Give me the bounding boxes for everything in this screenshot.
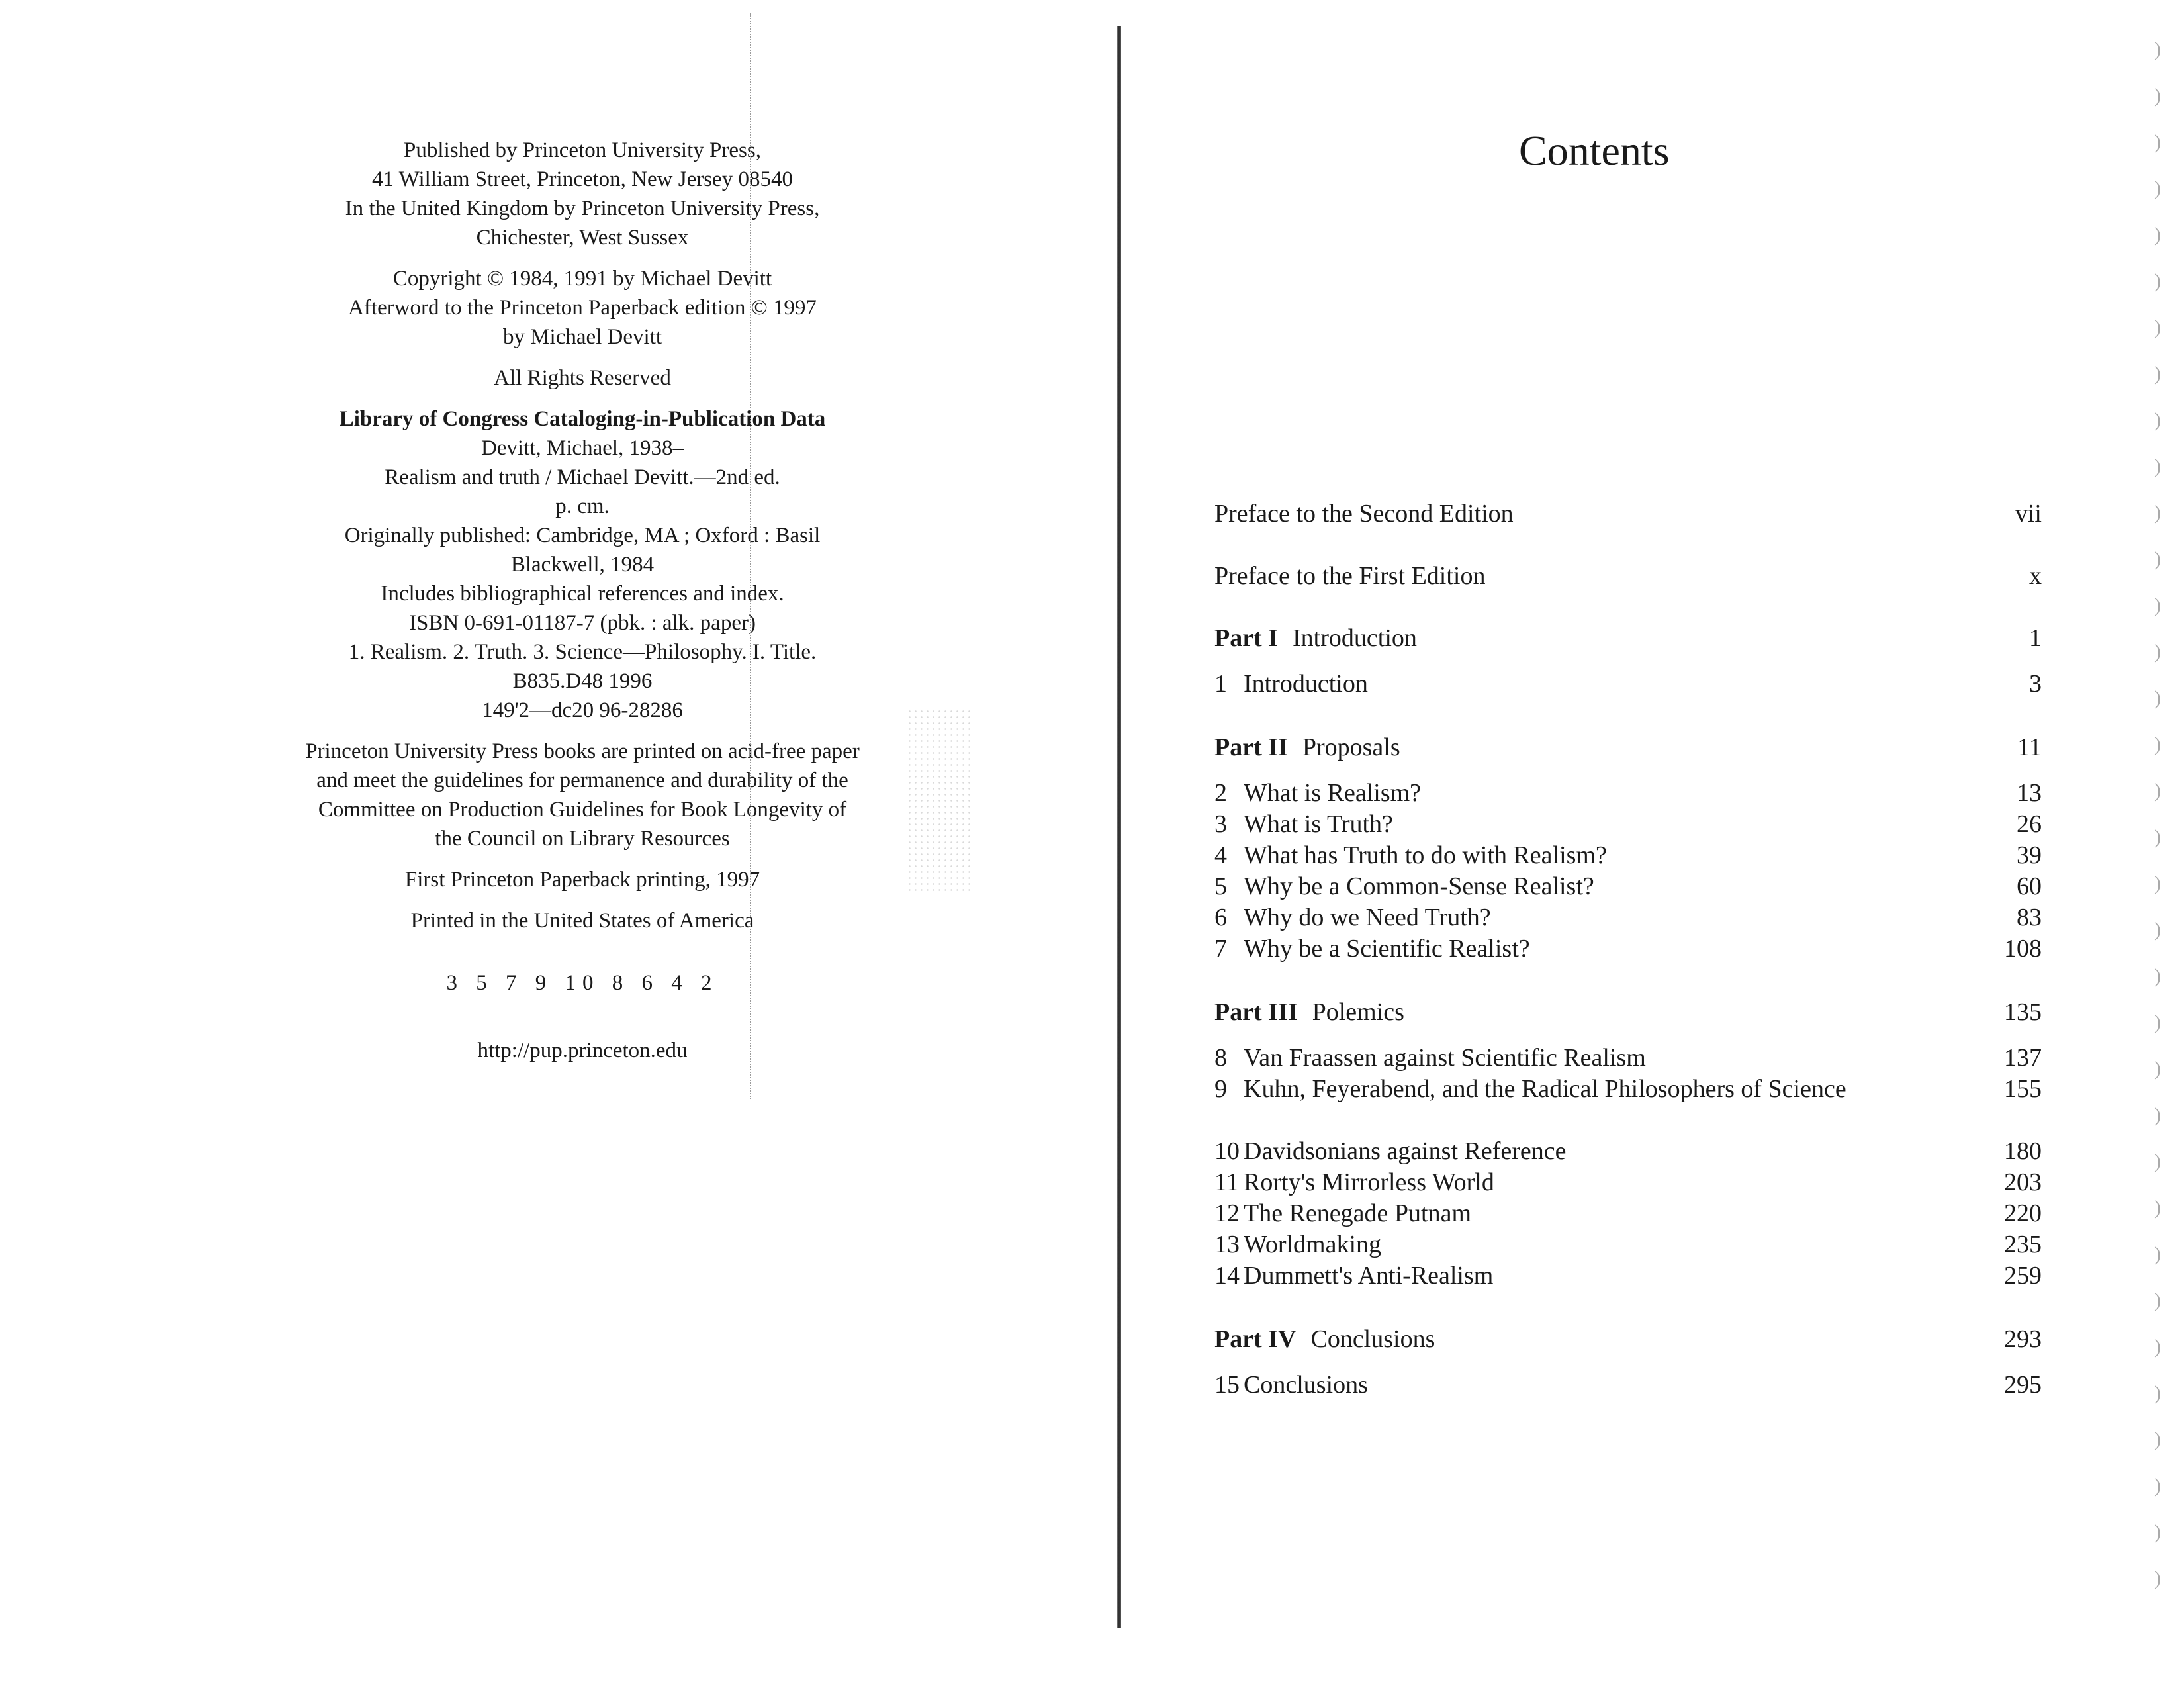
toc-spacer — [1214, 1291, 2042, 1323]
cip-line: Originally published: Cambridge, MA ; Oxford : Basil — [344, 524, 821, 547]
toc-part-title: Polemics — [1312, 998, 1404, 1026]
toc-chapter-number: 6 — [1214, 904, 1227, 931]
toc-chapter — [1214, 1043, 2042, 1074]
toc-page-number: 203 — [2004, 1168, 2042, 1196]
toc-chapter — [1214, 1260, 2042, 1291]
toc-chapter-number: 3 — [1214, 810, 1227, 838]
rights-block — [238, 363, 927, 393]
paper-note-line: the Council on Library Resources — [435, 827, 730, 851]
toc-chapter — [1214, 778, 2042, 809]
first-printing-line: First Princeton Paperback printing, 1997 — [404, 868, 760, 892]
cip-line: ISBN 0-691-01187-7 (pbk. : alk. paper) — [409, 611, 756, 635]
toc-preface — [1214, 560, 2042, 592]
toc-part — [1214, 731, 2042, 763]
toc-chapter-title: Why be a Scientific Realist? — [1244, 935, 1530, 962]
contents-page — [1125, 0, 2184, 1688]
printed-in-block — [238, 906, 927, 935]
toc-page-number: 39 — [2017, 841, 2042, 869]
toc-chapter-number: 8 — [1214, 1044, 1227, 1072]
publisher-line: Published by Princeton University Press, — [404, 138, 761, 162]
toc-page-number: 220 — [2004, 1199, 2042, 1227]
publisher-line: Chichester, West Sussex — [476, 226, 689, 250]
toc-chapter — [1214, 809, 2042, 840]
publisher-line: In the United Kingdom by Princeton University Press, — [345, 197, 820, 220]
toc-chapter-number: 9 — [1214, 1075, 1227, 1103]
toc-page-number: 1 — [2029, 624, 2042, 652]
toc-page-number: 180 — [2004, 1137, 2042, 1165]
toc-chapter-title: The Renegade Putnam — [1244, 1199, 1472, 1227]
toc-preface — [1214, 498, 2042, 530]
toc-chapter-title: Why be a Common-Sense Realist? — [1244, 872, 1594, 900]
toc-chapter-number: 2 — [1214, 779, 1227, 807]
paper-note-line: and meet the guidelines for permanence and durability of the — [316, 769, 848, 792]
cip-line: p. cm. — [555, 494, 610, 518]
toc-page-number: 137 — [2004, 1044, 2042, 1072]
toc-page-number: 11 — [2017, 733, 2042, 761]
toc-part-title: Proposals — [1302, 733, 1400, 761]
toc-spacer — [1214, 700, 2042, 731]
toc-page-number: 295 — [2004, 1371, 2042, 1399]
toc-chapter — [1214, 871, 2042, 902]
copyright-page — [0, 0, 1072, 1688]
paper-note-line: Committee on Production Guidelines for Book Longevity of — [318, 798, 847, 821]
toc-chapter-title: Davidsonians against Reference — [1244, 1137, 1567, 1165]
toc-page-number: 13 — [2017, 779, 2042, 807]
toc-chapter-title: Van Fraassen against Scientific Realism — [1244, 1044, 1646, 1072]
toc-part-label: Part IV — [1214, 1325, 1297, 1353]
toc-chapter-number: 7 — [1214, 935, 1227, 962]
toc-page-number: 155 — [2004, 1075, 2042, 1103]
cip-line: Realism and truth / Michael Devitt.—2nd ed. — [385, 465, 780, 489]
toc-chapter — [1214, 1136, 2042, 1167]
toc-chapter-title: What is Truth? — [1244, 810, 1393, 838]
book-gutter — [1117, 26, 1121, 1628]
toc-part-title: Conclusions — [1310, 1325, 1435, 1353]
publisher-block — [238, 136, 927, 252]
publisher-url: http://pup.princeton.edu — [477, 1039, 688, 1062]
toc-spacer — [1214, 964, 2042, 996]
toc-chapter-number: 12 — [1214, 1199, 1240, 1227]
printed-in-line: Printed in the United States of America — [410, 909, 754, 933]
imprint-block — [238, 136, 927, 1065]
toc-page-number: 60 — [2017, 872, 2042, 900]
toc-preface-title: Preface to the First Edition — [1214, 562, 1486, 590]
toc-part-label: Part I — [1214, 624, 1279, 652]
copyright-line: by Michael Devitt — [502, 325, 662, 349]
toc-chapter — [1214, 840, 2042, 871]
toc-page-number: 83 — [2017, 904, 2042, 931]
toc-page-number: 259 — [2004, 1262, 2042, 1289]
cip-line: B835.D48 1996 — [512, 669, 653, 693]
toc-chapter-number: 14 — [1214, 1262, 1240, 1289]
toc-page-number: 293 — [2004, 1325, 2042, 1353]
toc-chapter-title: Conclusions — [1244, 1371, 1368, 1399]
toc-chapter — [1214, 1198, 2042, 1229]
toc-chapter-number: 1 — [1214, 670, 1227, 698]
page-edge-marks: ) ) ) ) ) ) ) ) ) ) ) ) ) ) ) ) ) ) ) ) ) ) ) ) ) ) ) ) ) ) ) ) ) ) — [2154, 38, 2161, 1589]
toc-part-label: Part II — [1214, 733, 1288, 761]
scan-speckle — [907, 708, 973, 894]
first-printing-block — [238, 865, 927, 894]
toc-chapter-number: 15 — [1214, 1371, 1240, 1399]
table-of-contents — [1214, 498, 2042, 1401]
toc-chapter — [1214, 1167, 2042, 1198]
toc-chapter-title: What has Truth to do with Realism? — [1244, 841, 1607, 869]
toc-chapter — [1214, 902, 2042, 933]
toc-chapter-title: Kuhn, Feyerabend, and the Radical Philosophers of Science — [1244, 1075, 1846, 1103]
toc-preface-title: Preface to the Second Edition — [1214, 500, 1514, 528]
toc-page-number: vii — [2015, 500, 2042, 528]
rights-line: All Rights Reserved — [494, 366, 671, 390]
toc-part — [1214, 1323, 2042, 1355]
copyright-line: Copyright © 1984, 1991 by Michael Devitt — [392, 267, 772, 291]
toc-chapter — [1214, 1229, 2042, 1260]
cip-line: Includes bibliographical references and index. — [381, 582, 784, 606]
toc-part — [1214, 622, 2042, 654]
cip-block — [238, 404, 927, 725]
toc-chapter-number: 11 — [1214, 1168, 1239, 1196]
toc-chapter-number: 4 — [1214, 841, 1227, 869]
toc-chapter — [1214, 669, 2042, 700]
toc-chapter-title: Worldmaking — [1244, 1231, 1382, 1258]
publisher-line: 41 William Street, Princeton, New Jersey 08540 — [372, 167, 793, 191]
toc-chapter-number: 5 — [1214, 872, 1227, 900]
toc-chapter-number: 13 — [1214, 1231, 1240, 1258]
toc-chapter-title: What is Realism? — [1244, 779, 1422, 807]
toc-chapter-title: Introduction — [1244, 670, 1368, 698]
toc-page-number: 108 — [2004, 935, 2042, 962]
cip-line: 149'2—dc20 96-28286 — [482, 698, 683, 722]
printing-numbers: 3 5 7 9 10 8 6 4 2 — [446, 971, 719, 995]
toc-chapter-title: Why do we Need Truth? — [1244, 904, 1491, 931]
toc-page-number: 135 — [2004, 998, 2042, 1026]
toc-page-number: 235 — [2004, 1231, 2042, 1258]
toc-page-number: 26 — [2017, 810, 2042, 838]
cip-line: Blackwell, 1984 — [510, 553, 655, 577]
fold-line — [750, 13, 751, 1099]
toc-page-number: 3 — [2029, 670, 2042, 698]
toc-chapter — [1214, 1074, 2042, 1136]
copyright-line: Afterword to the Princeton Paperback edition © 1997 — [348, 296, 817, 320]
toc-page-number: x — [2029, 562, 2042, 590]
cip-line: 1. Realism. 2. Truth. 3. Science—Philosophy. I. Title. — [348, 640, 817, 664]
toc-part-label: Part III — [1214, 998, 1298, 1026]
toc-part — [1214, 996, 2042, 1028]
toc-chapter-title: Rorty's Mirrorless World — [1244, 1168, 1494, 1196]
toc-chapter — [1214, 1370, 2042, 1401]
copyright-block — [238, 264, 927, 352]
page-title: Contents — [1519, 127, 1670, 174]
cip-title: Library of Congress Cataloging-in-Publication Data — [339, 407, 826, 431]
toc-chapter-number: 10 — [1214, 1137, 1240, 1165]
toc-chapter — [1214, 933, 2042, 964]
toc-part-title: Introduction — [1293, 624, 1417, 652]
paper-note-line: Princeton University Press books are printed on acid-free paper — [305, 739, 860, 763]
paper-note-block — [238, 737, 927, 853]
toc-chapter-title: Dummett's Anti-Realism — [1244, 1262, 1494, 1289]
cip-line: Devitt, Michael, 1938– — [480, 436, 684, 460]
